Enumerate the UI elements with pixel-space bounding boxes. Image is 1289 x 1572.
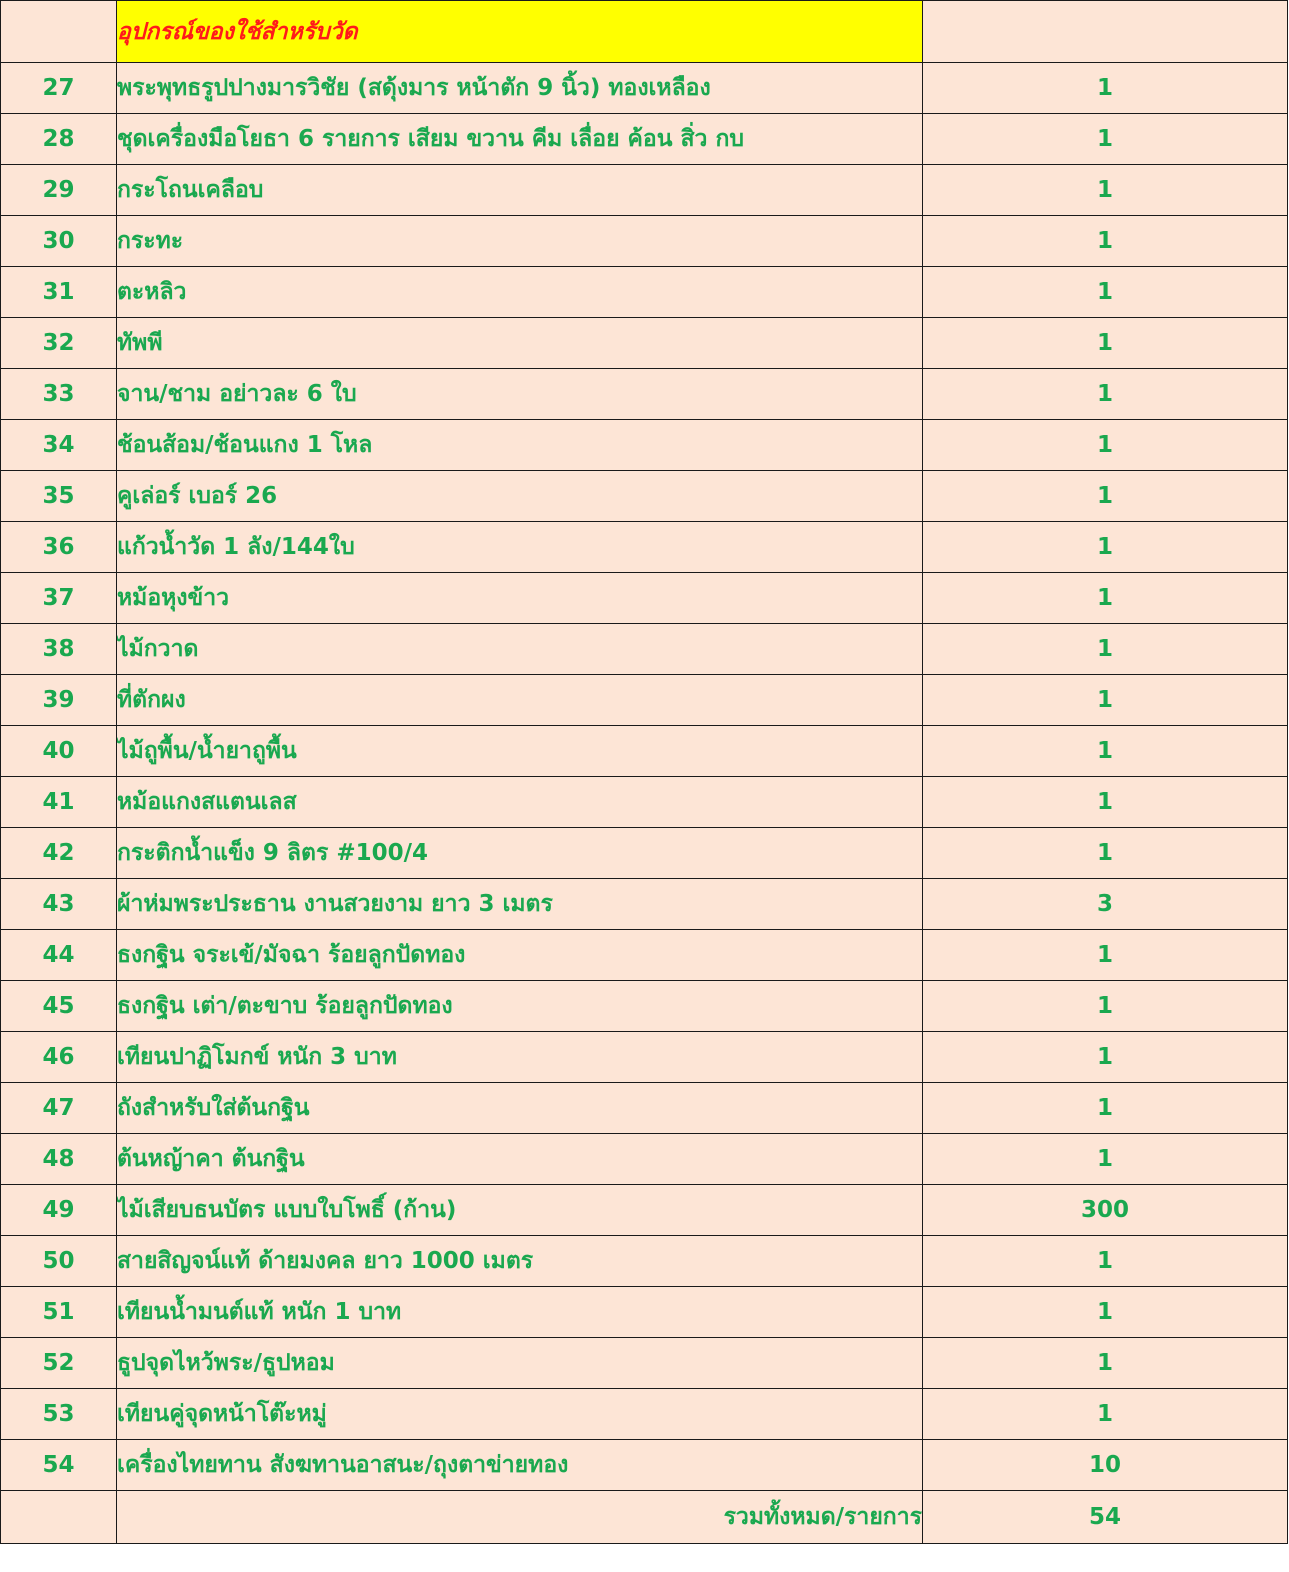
table-row [1, 1287, 1288, 1338]
row-quantity-cell[interactable]: 1 [923, 522, 1288, 573]
row-item-cell[interactable]: ไม้ถูพื้น/น้ำยาถูพื้น [117, 726, 923, 777]
row-quantity-cell[interactable]: 3 [923, 879, 1288, 930]
row-quantity-cell[interactable]: 1 [923, 675, 1288, 726]
row-item-cell[interactable]: คูเล่อร์ เบอร์ 26 [117, 471, 923, 522]
row-number-cell[interactable]: 52 [1, 1338, 117, 1389]
row-item-cell[interactable]: ถังสำหรับใส่ต้นกฐิน [117, 1083, 923, 1134]
row-quantity-cell[interactable]: 1 [923, 369, 1288, 420]
total-row [1, 1491, 1288, 1544]
row-quantity-cell[interactable]: 1 [923, 726, 1288, 777]
row-number-cell[interactable]: 35 [1, 471, 117, 522]
row-quantity-cell[interactable]: 1 [923, 165, 1288, 216]
row-item-cell[interactable]: เครื่องไทยทาน สังฆทานอาสนะ/ถุงตาข่ายทอง [117, 1440, 923, 1491]
table-row [1, 1338, 1288, 1389]
row-quantity-cell[interactable]: 1 [923, 930, 1288, 981]
table-row [1, 1032, 1288, 1083]
row-quantity-cell[interactable]: 1 [923, 471, 1288, 522]
total-empty-cell[interactable] [1, 1491, 117, 1544]
row-number-cell[interactable]: 42 [1, 828, 117, 879]
table-row [1, 1440, 1288, 1491]
row-number-cell[interactable]: 40 [1, 726, 117, 777]
row-item-cell[interactable]: ชุดเครื่องมือโยธา 6 รายการ เสียม ขวาน คีม เลื่อย ค้อน สิ่ว กบ [117, 114, 923, 165]
row-quantity-cell[interactable]: 1 [923, 624, 1288, 675]
row-item-cell[interactable]: สายสิญจน์แท้ ด้ายมงคล ยาว 1000 เมตร [117, 1236, 923, 1287]
row-item-cell[interactable]: กระติกน้ำแข็ง 9 ลิตร #100/4 [117, 828, 923, 879]
table-title[interactable]: อุปกรณ์ของใช้สำหรับวัด [117, 1, 923, 63]
row-quantity-cell[interactable]: 1 [923, 1083, 1288, 1134]
table-row [1, 1134, 1288, 1185]
table-row [1, 114, 1288, 165]
row-quantity-cell[interactable]: 1 [923, 318, 1288, 369]
row-number-cell[interactable]: 32 [1, 318, 117, 369]
row-quantity-cell[interactable]: 300 [923, 1185, 1288, 1236]
row-item-cell[interactable]: ต้นหญ้าคา ต้นกฐิน [117, 1134, 923, 1185]
row-item-cell[interactable]: ผ้าห่มพระประธาน งานสวยงาม ยาว 3 เมตร [117, 879, 923, 930]
row-number-cell[interactable]: 30 [1, 216, 117, 267]
row-number-cell[interactable]: 36 [1, 522, 117, 573]
table-row [1, 1083, 1288, 1134]
row-quantity-cell[interactable]: 1 [923, 420, 1288, 471]
row-item-cell[interactable]: เทียนน้ำมนต์แท้ หนัก 1 บาท [117, 1287, 923, 1338]
row-number-cell[interactable]: 37 [1, 573, 117, 624]
table-row [1, 420, 1288, 471]
row-item-cell[interactable]: เทียนคู่จุดหน้าโต๊ะหมู่ [117, 1389, 923, 1440]
table-row [1, 981, 1288, 1032]
row-number-cell[interactable]: 51 [1, 1287, 117, 1338]
row-quantity-cell[interactable]: 1 [923, 828, 1288, 879]
table-row [1, 267, 1288, 318]
row-number-cell[interactable]: 33 [1, 369, 117, 420]
row-number-cell[interactable]: 49 [1, 1185, 117, 1236]
table-row [1, 165, 1288, 216]
row-number-cell[interactable]: 53 [1, 1389, 117, 1440]
table-row [1, 522, 1288, 573]
table-row [1, 573, 1288, 624]
row-quantity-cell[interactable]: 1 [923, 216, 1288, 267]
row-quantity-cell[interactable]: 1 [923, 63, 1288, 114]
row-number-cell[interactable]: 38 [1, 624, 117, 675]
table-row [1, 1185, 1288, 1236]
total-value[interactable]: 54 [923, 1491, 1288, 1544]
table-row [1, 777, 1288, 828]
row-quantity-cell[interactable]: 1 [923, 114, 1288, 165]
row-number-cell[interactable]: 39 [1, 675, 117, 726]
row-item-cell[interactable]: กระทะ [117, 216, 923, 267]
table-row [1, 216, 1288, 267]
row-number-cell[interactable]: 50 [1, 1236, 117, 1287]
row-number-cell[interactable]: 48 [1, 1134, 117, 1185]
table-row [1, 1236, 1288, 1287]
row-item-cell[interactable]: ที่ตักผง [117, 675, 923, 726]
table-row [1, 369, 1288, 420]
table-row [1, 63, 1288, 114]
row-item-cell[interactable]: ไม้กวาด [117, 624, 923, 675]
row-item-cell[interactable]: หม้อหุงข้าว [117, 573, 923, 624]
row-quantity-cell[interactable]: 1 [923, 1236, 1288, 1287]
row-number-cell[interactable]: 31 [1, 267, 117, 318]
row-number-cell[interactable]: 43 [1, 879, 117, 930]
header-row [1, 1, 1288, 63]
table-row [1, 828, 1288, 879]
row-quantity-cell[interactable]: 1 [923, 777, 1288, 828]
row-item-cell[interactable]: ช้อนส้อม/ช้อนแกง 1 โหล [117, 420, 923, 471]
header-quantity-cell[interactable] [923, 1, 1288, 63]
table-row [1, 1389, 1288, 1440]
row-item-cell[interactable]: กระโถนเคลือบ [117, 165, 923, 216]
row-number-cell[interactable]: 27 [1, 63, 117, 114]
row-quantity-cell[interactable]: 1 [923, 1338, 1288, 1389]
table-body [1, 1, 1288, 1544]
row-number-cell[interactable]: 45 [1, 981, 117, 1032]
row-quantity-cell[interactable]: 1 [923, 1134, 1288, 1185]
row-quantity-cell[interactable]: 1 [923, 267, 1288, 318]
total-label[interactable]: รวมทั้งหมด/รายการ [117, 1491, 923, 1544]
row-quantity-cell[interactable]: 1 [923, 573, 1288, 624]
row-number-cell[interactable]: 47 [1, 1083, 117, 1134]
row-quantity-cell[interactable]: 1 [923, 1287, 1288, 1338]
table-row [1, 675, 1288, 726]
row-item-cell[interactable]: ทัพพี [117, 318, 923, 369]
row-quantity-cell[interactable]: 1 [923, 981, 1288, 1032]
row-number-cell[interactable]: 44 [1, 930, 117, 981]
row-item-cell[interactable]: พระพุทธรูปปางมารวิชัย (สดุ้งมาร หน้าตัก 9 นิ้ว) ทองเหลือง [117, 63, 923, 114]
table-row [1, 879, 1288, 930]
row-number-cell[interactable]: 34 [1, 420, 117, 471]
row-number-cell[interactable]: 41 [1, 777, 117, 828]
row-item-cell[interactable]: ไม้เสียบธนบัตร แบบใบโพธิ์ (ก้าน) [117, 1185, 923, 1236]
row-item-cell[interactable]: แก้วน้ำวัด 1 ลัง/144ใบ [117, 522, 923, 573]
row-item-cell[interactable]: จาน/ชาม อย่าวละ 6 ใบ [117, 369, 923, 420]
row-item-cell[interactable]: เทียนปาฏิโมกข์ หนัก 3 บาท [117, 1032, 923, 1083]
row-item-cell[interactable]: หม้อแกงสแตนเลส [117, 777, 923, 828]
row-number-cell[interactable]: 29 [1, 165, 117, 216]
table-row [1, 318, 1288, 369]
row-item-cell[interactable]: ธงกฐิน เต่า/ตะขาบ ร้อยลูกปัดทอง [117, 981, 923, 1032]
row-item-cell[interactable]: ตะหลิว [117, 267, 923, 318]
row-number-cell[interactable]: 54 [1, 1440, 117, 1491]
table-row [1, 624, 1288, 675]
row-quantity-cell[interactable]: 1 [923, 1389, 1288, 1440]
header-number-cell[interactable] [1, 1, 117, 63]
row-number-cell[interactable]: 28 [1, 114, 117, 165]
row-item-cell[interactable]: ธงกฐิน จระเข้/มัจฉา ร้อยลูกปัดทอง [117, 930, 923, 981]
table-row [1, 930, 1288, 981]
row-quantity-cell[interactable]: 1 [923, 1032, 1288, 1083]
row-quantity-cell[interactable]: 10 [923, 1440, 1288, 1491]
table-row [1, 471, 1288, 522]
row-item-cell[interactable]: ธูปจุดไหว้พระ/ธูปหอม [117, 1338, 923, 1389]
table-row [1, 726, 1288, 777]
row-number-cell[interactable]: 46 [1, 1032, 117, 1083]
